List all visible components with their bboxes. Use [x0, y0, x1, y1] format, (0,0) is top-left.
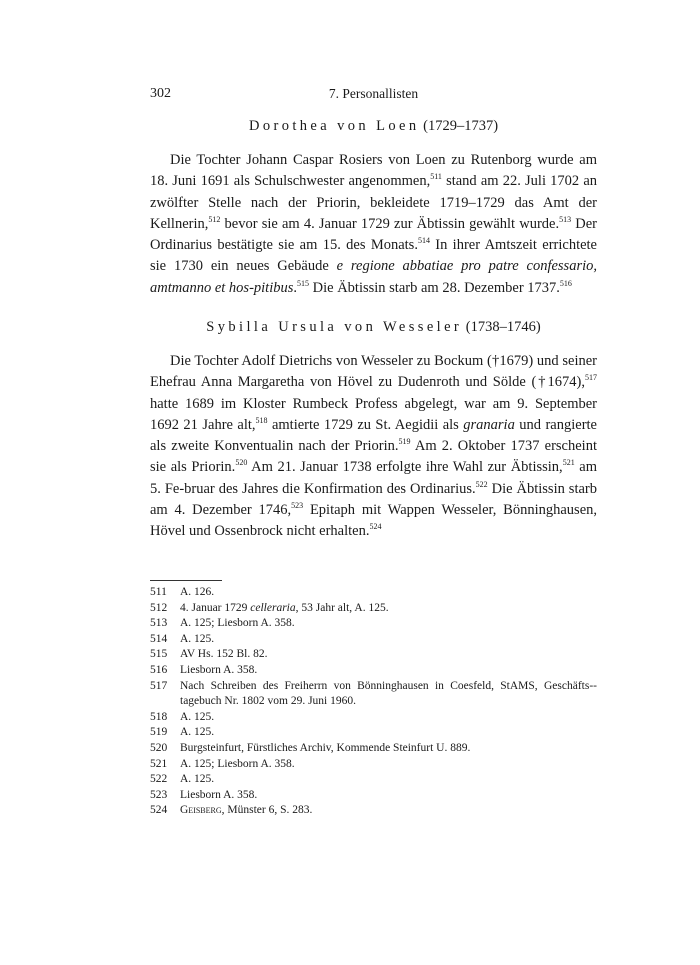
footnote: 523 Liesborn A. 358.	[150, 788, 258, 801]
footnote: 520 Burgsteinfurt, Fürstliches Archiv, Kommende Steinfurt U. 889.	[150, 741, 471, 754]
footnote: 518 A. 125.	[150, 710, 215, 723]
footnote-ref: 513	[559, 215, 572, 225]
footnote: 513 A. 125; Liesborn A. 358.	[150, 617, 295, 630]
footnote-ref: 520	[235, 458, 248, 468]
footnote-ref: 514	[417, 236, 430, 246]
page-header	[150, 86, 597, 106]
footnote: 517 Nach Schreiben des Freiherrn von Bönninghausen in Coesfeld, StAMS, Geschäfts-tagebuch Nr. 1802 vom 29. Juni 1960.	[150, 679, 597, 708]
section-title-loen	[150, 118, 597, 135]
paragraph-loen: Die Tochter Johann Caspar Rosiers von Loen zu Rutenborg wurde am 18. Juni 1691 als Schulschwester angenommen,$^{511}$ stand am 22. Juli 1702 an zwölfter Stelle nach der Priorin, bekleidete 1719–1729 das Amt der Kellnerin,$^{512}$ bevor sie am 4. Januar 1729 zur Äbtissin gewählt wurde.$^{513}$ Der Ordinarius bestätigte sie am 15. des Monats.$^{514}$ In ihrer Amtszeit errichtete sie 1730 ein neues Gebäude e regione abbatiae pro patre confessario, amtmanno et hos-pitibus.$^{515}$ Die Äbtissin starb am 28. Dezember 1737.$^{516}$	[150, 152, 598, 296]
section-dates: (1738–1746)	[465, 319, 541, 335]
footnote-ref: 515	[297, 278, 310, 288]
footnote: 516 Liesborn A. 358.	[150, 663, 258, 676]
footnote-ref: 517	[585, 373, 597, 383]
footnote-ref: 524	[369, 522, 382, 532]
section-name: Sybilla Ursula von Wesseler	[206, 319, 463, 335]
footnote: 514 A. 125.	[150, 632, 215, 645]
footnote-ref: 519	[398, 437, 411, 447]
footnote: 521 A. 125; Liesborn A. 358.	[150, 757, 295, 770]
footnote: 512 4. Januar 1729 celleraria, 53 Jahr alt, A. 125.	[150, 601, 389, 614]
footnote: 524 Geisberg, Münster 6, S. 283.	[150, 804, 313, 817]
footnote-ref: 523	[291, 501, 304, 511]
footnote-ref: 516	[559, 278, 572, 288]
footnote: 519 A. 125.	[150, 726, 215, 739]
footnotes	[150, 585, 597, 819]
footnote-ref: 521	[562, 458, 575, 468]
footnote-ref: 512	[208, 215, 221, 225]
latin-quote: e regione abbatiae pro patre confessario, amtmanno et hos-pitibus	[150, 258, 597, 296]
section-title-wesseler	[150, 319, 597, 336]
latin-term: granaria	[463, 416, 515, 433]
section-dates: (1729–1737)	[423, 118, 499, 134]
section-name: Dorothea von Loen	[248, 118, 420, 134]
footnote: 511 A. 126.	[150, 586, 215, 598]
footnote-ref: 518	[255, 416, 268, 426]
running-title: 7. Personallisten	[328, 86, 419, 101]
footnote-ref: 522	[475, 479, 488, 489]
paragraph-wesseler: Die Tochter Adolf Dietrichs von Wesseler zu Bockum (†1679) und seiner Ehefrau Anna Margaretha von Hövel zu Dudenroth und Sölde (†1674),$^{517}$ hatte 1689 im Kloster Rumbeck Profess abgelegt, war am 9. September 1692 21 Jahre alt,$^{518}$ amtierte 1729 zu St. Aegidii als granaria und rangierte als zweite Konventualin nach der Priorin.$^{519}$ Am 2. Oktober 1737 erscheint sie als Priorin.$^{520}$ Am 21. Januar 1738 erfolgte ihre Wahl zur Äbtissin,$^{521}$ am 5. Fe-bruar des Jahres die Konfirmation des Ordinarius.$^{522}$ Die Äbtissin starb am 4. Dezember 1746,$^{523}$ Epitaph mit Wappen Wesseler, Bönninghausen, Hövel und Ossenbrock nicht erhalten.$^{524}$	[150, 353, 597, 540]
footnote: 522 A. 125.	[150, 773, 215, 786]
footnote-rule	[150, 580, 222, 581]
footnote: 515 AV Hs. 152 Bl. 82.	[150, 648, 268, 661]
footnote-ref: 511	[430, 172, 442, 182]
page-number: 302	[150, 86, 171, 101]
